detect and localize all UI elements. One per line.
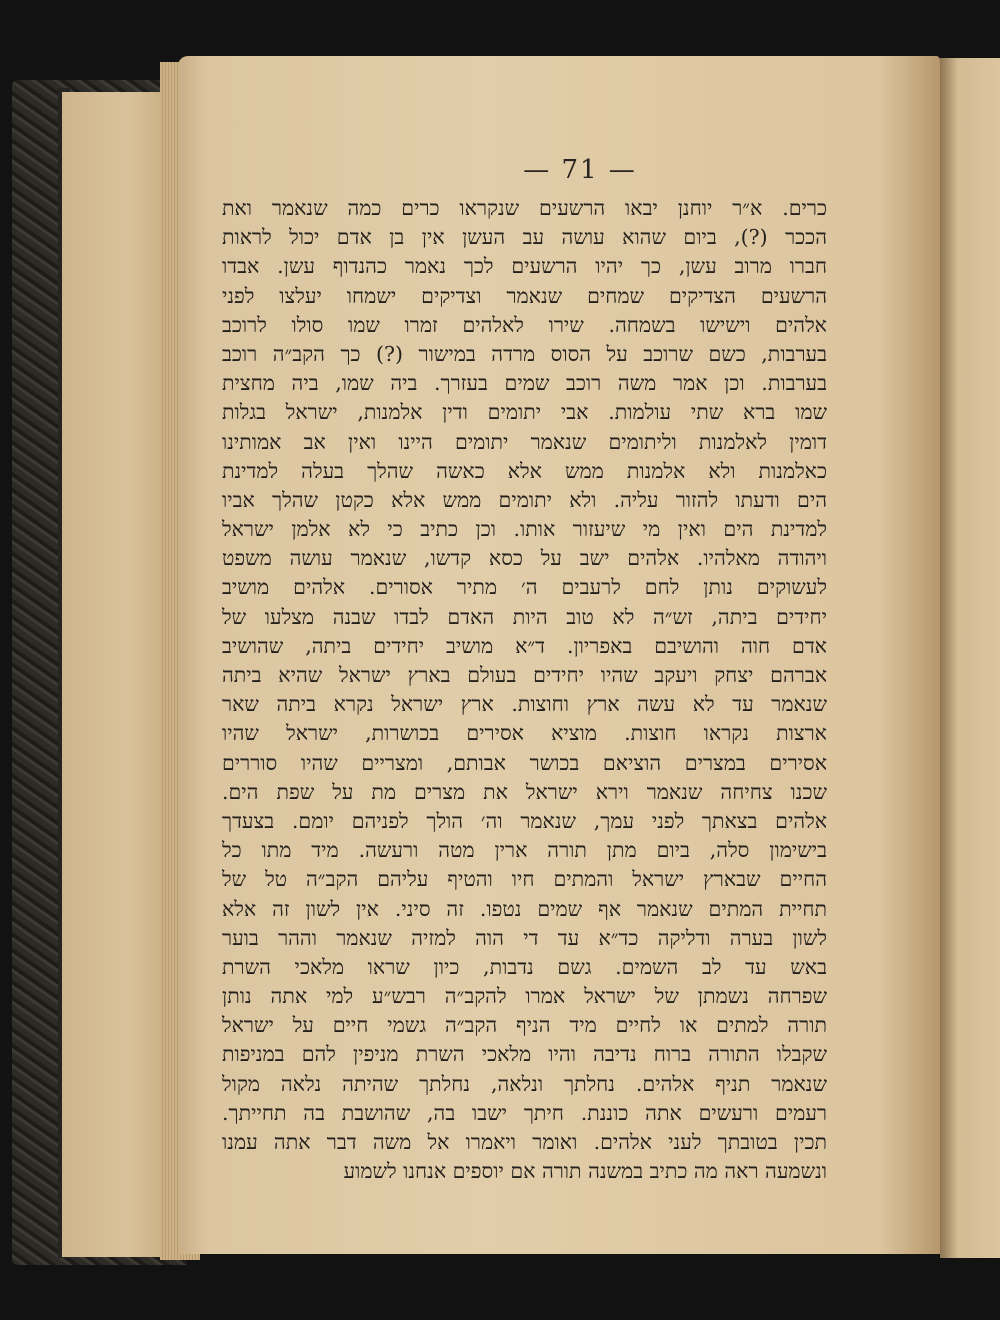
text-line: בערבות, כשם שרוכב על הסוס מרדה במישור (?) כך הקב״ה רוכב bbox=[222, 341, 827, 366]
text-line: הרשעים הצדיקים שמחים שנאמר וצדיקים ישמחו יעלצו לפני bbox=[222, 283, 827, 308]
text-line: למדינת הים ואין מי שיעזור אותו. וכן כתיב כי לא אלמן ישראל bbox=[222, 517, 827, 542]
text-line: אלהים וישישו בשמחה. שירו לאלהים זמרו שמו סולו לרוכב bbox=[222, 312, 827, 337]
text-line: שנאמר תניף אלהים. נחלתך ונלאה, נחלתך שהיתה נלאה מקול bbox=[222, 1071, 827, 1096]
text-line: באש עד לב השמים. גשם נדבות, כיון שראו מלאכי השרת bbox=[222, 954, 827, 979]
text-line: ארצות נקראו חוצות. מוציא אסירים בכושרות, ישראל שהיו bbox=[222, 721, 827, 746]
text-line: הככר (?), ביום שהוא עושה עב העשן אין בן אדם יכול לראות bbox=[222, 225, 827, 250]
text-line: תורה למתים או לחיים מיד הניף הקב״ה גשמי חיים על ישראל bbox=[222, 1013, 827, 1038]
text-line: תחיית המתים שנאמר אף שמים נטפו. זה סיני. אין לשון זה אלא bbox=[222, 896, 827, 921]
text-line: כרים. א״ר יוחנן יבאו הרשעים שנקראו כרים כמה שנאמר ואת bbox=[222, 196, 827, 220]
left-page bbox=[62, 92, 170, 1257]
text-line: רעמים ורעשים אתה כוננת. חיתך ישבו בה, שהושבת בה תחייתך. bbox=[222, 1100, 827, 1125]
text-line: ויהודה מאלהיו. אלהים ישב על כסא קדשו, שנאמר עושה משפט bbox=[222, 546, 827, 571]
text-line: בישימון סלה, ביום מתן תורה ארין מטה ורעשה. מיד מתו כל bbox=[222, 838, 827, 863]
text-line: אלהים בצאתך לפני עמך, שנאמר וה׳ הולך לפניהם יומם. בצעדך bbox=[222, 808, 827, 833]
text-line: יחידים ביתה, זש״ה לא טוב היות האדם לבדו שבנה מצלעו של bbox=[222, 604, 827, 629]
text-line: שמו ברא שתי עולמות. אבי יתומים ודין אלמנות, ישראל בגלות bbox=[222, 400, 827, 425]
text-line: שפרחה נשמתן של ישראל אמרו להקב״ה רבש״ע למי אתה נותן bbox=[222, 984, 827, 1009]
page-number: — 71 — bbox=[523, 155, 637, 185]
text-line: הים ודעתו להזור עליה. ולא יתומים ממש אלא כקטן שהלך אביו bbox=[222, 487, 827, 512]
text-line: בערבות. וכן אמר משה רוכב שמים בעזרך. ביה שמו, ביה מחצית bbox=[222, 371, 827, 396]
text-line: ונשמעה ראה מה כתיב במשנה תורה אם יוספים אנחנו לשמוע bbox=[343, 1159, 827, 1184]
text-line: שנאמר עד לא עשה ארץ וחוצות. ארץ ישראל נקרא ביתה שאר bbox=[222, 692, 827, 717]
text-line: לשון בערה ודליקה כד״א עד די הוה למזיה שנאמר וההר בוער bbox=[222, 925, 827, 950]
text-line: שקבלו התורה ברוח נדיבה והיו מלאכי השרת מניפין להם במניפות bbox=[222, 1042, 827, 1067]
text-line: חברו מרוב עשן, כך יהיו הרשעים לכך נאמר כהנדוף עשן. אבדו bbox=[222, 254, 827, 279]
text-line: אסירים במצרים הוציאם בכושר אבותם, ומצריים שהיו סוררים bbox=[222, 750, 827, 775]
text-line: כאלמנות ולא אלמנות ממש אלא כאשה שהלך בעלה למדינת bbox=[222, 458, 827, 483]
text-block bbox=[222, 194, 827, 1184]
text-line: לעשוקים נותן לחם לרעבים ה׳ מתיר אסורים. אלהים מושיב bbox=[222, 575, 827, 600]
next-page-edge bbox=[940, 58, 1000, 1258]
text-line: החיים שבארץ ישראל והמתים חיו והטיף עליהם הקב״ה טל של bbox=[222, 867, 827, 892]
text-line: תכין בטובתך לעני אלהים. ואומר ויאמרו אל משה דבר אתה עמנו bbox=[222, 1130, 827, 1154]
text-line: אברהם יצחק ויעקב שהיו יחידים בעולם בארץ ישראל שהיא ביתה bbox=[222, 663, 827, 687]
text-line: אדם חוה והושיבם באפריון. ד״א מושיב יחידים ביתה, שהושיב bbox=[222, 633, 827, 658]
text-line: דומין לאלמנות וליתומים שנאמר יתומים היינו ואין אב אמותינו bbox=[222, 429, 827, 454]
text-line: שכנו צחיחה שנאמר וירא ישראל את מצרים מת על שפת הים. bbox=[222, 779, 827, 804]
